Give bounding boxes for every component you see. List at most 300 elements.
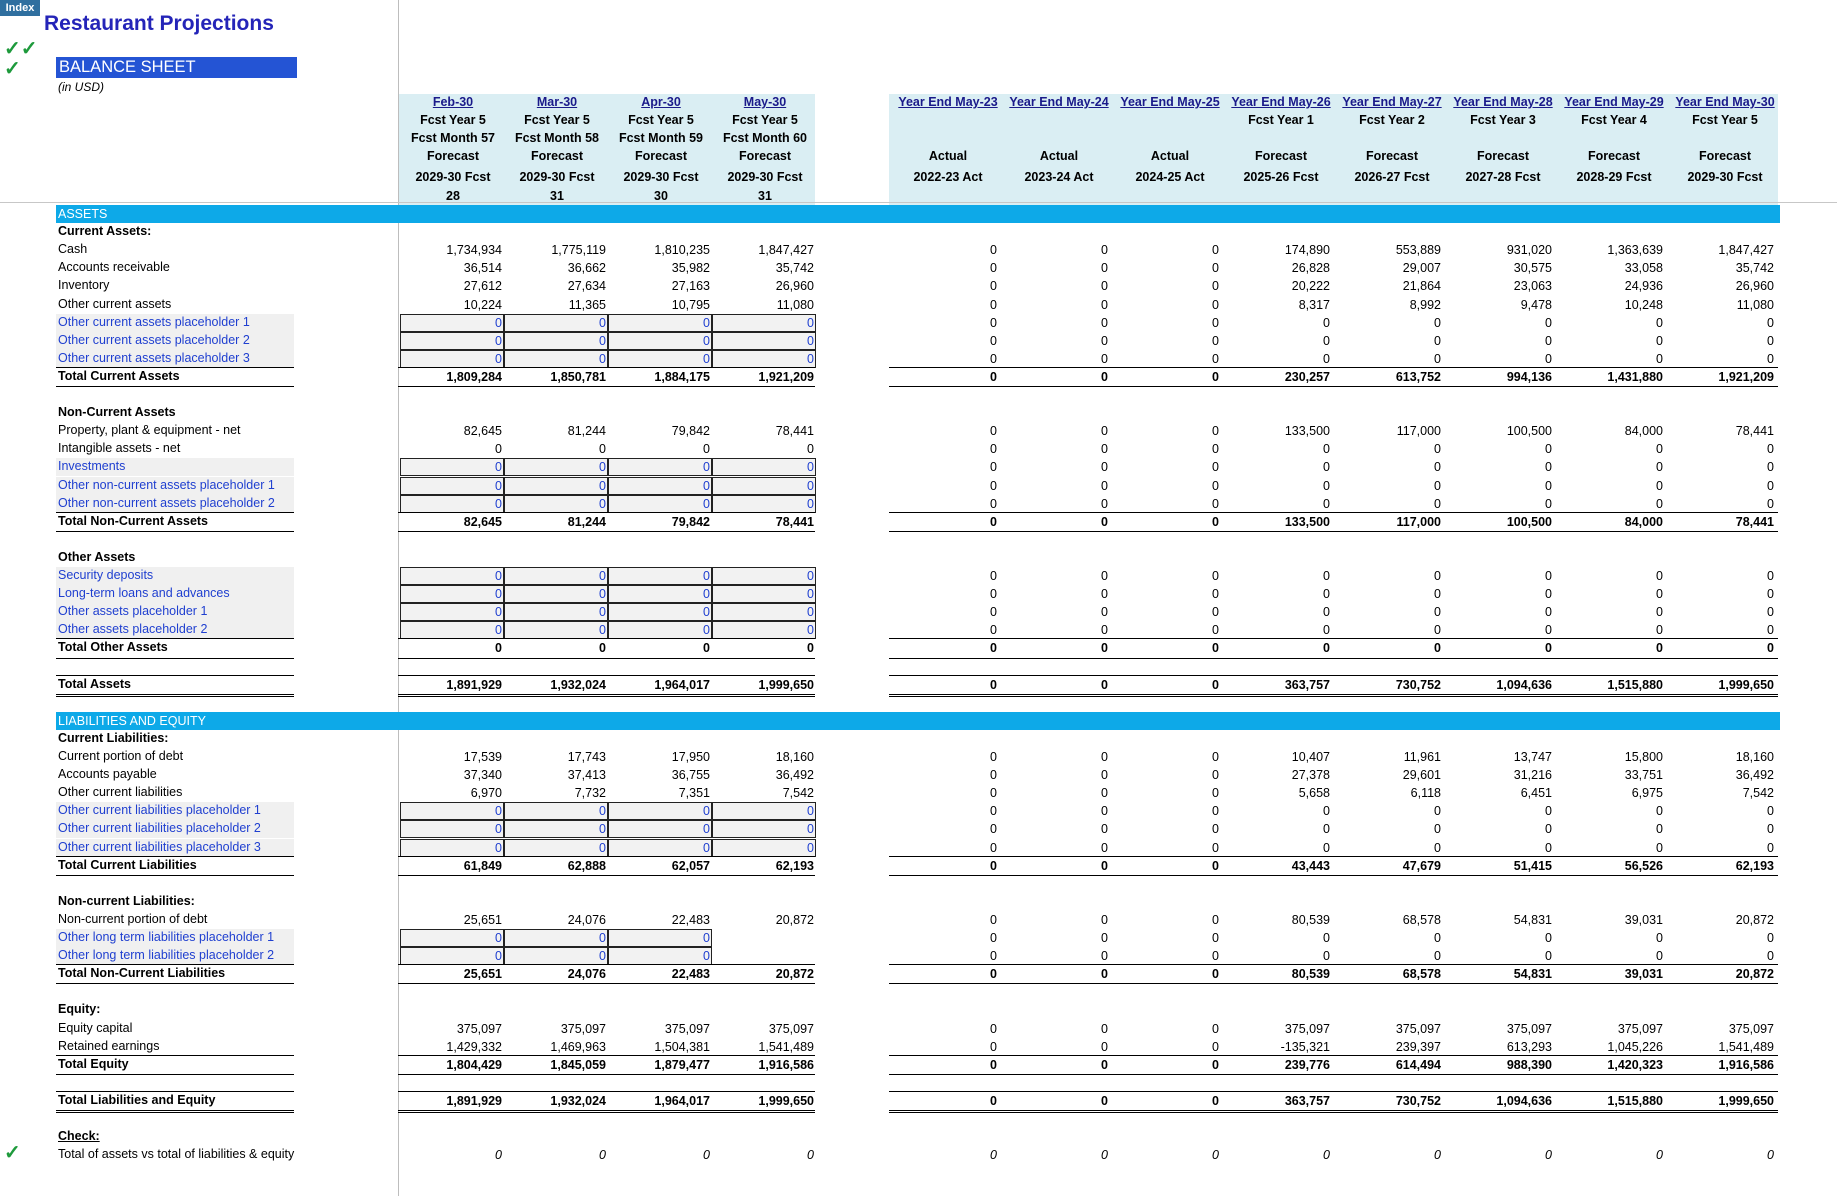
cell-value[interactable]: 0 (495, 460, 502, 475)
cell-value: 0 (1101, 333, 1108, 348)
column-header-cell: Fcst Year 1 (1248, 113, 1314, 127)
cell-value: 0 (1434, 333, 1441, 348)
cell-value: 0 (1212, 333, 1219, 348)
cell-value[interactable]: 0 (599, 822, 606, 837)
cell-value[interactable]: 0 (807, 623, 814, 638)
cell-value[interactable]: 0 (495, 351, 502, 366)
cell-value: 43,443 (1291, 858, 1330, 873)
cell-value: 0 (1212, 768, 1219, 783)
cell-value[interactable]: 0 (495, 496, 502, 511)
row-label: Other long term liabilities placeholder 1 (58, 930, 275, 944)
cell-value[interactable]: 0 (495, 840, 502, 855)
cell-value[interactable]: 0 (599, 587, 606, 602)
column-header-cell: Fcst Year 3 (1470, 113, 1536, 127)
cell-value[interactable]: 0 (807, 605, 814, 620)
cell-value[interactable]: 0 (807, 587, 814, 602)
cell-value: 26,828 (1291, 261, 1330, 276)
cell-value: 11,961 (1403, 750, 1441, 764)
total-rule (398, 696, 815, 697)
cell-value: 0 (1212, 369, 1219, 384)
cell-value[interactable]: 0 (703, 804, 710, 819)
cell-value: 0 (1656, 840, 1663, 855)
cell-value: 8,317 (1298, 297, 1330, 312)
section-header-bar: ASSETS (56, 205, 1780, 223)
total-rule (889, 386, 1778, 387)
cell-value: 1,999,650 (1718, 677, 1774, 692)
cell-value: 230,257 (1284, 369, 1330, 384)
cell-value: 0 (1545, 840, 1552, 855)
cell-value: 0 (1434, 569, 1441, 583)
cell-value: 10,407 (1291, 750, 1330, 764)
cell-value: 0 (1323, 949, 1330, 964)
cell-value[interactable]: 0 (599, 333, 606, 348)
cell-value[interactable]: 0 (703, 315, 710, 330)
cell-value[interactable]: 0 (495, 623, 502, 638)
cell-value: 0 (1101, 822, 1108, 837)
total-rule (398, 1074, 815, 1075)
cell-value: 375,097 (664, 1021, 710, 1036)
cell-value: 0 (1434, 840, 1441, 855)
cell-value[interactable]: 0 (703, 623, 710, 638)
cell-value: 0 (1101, 587, 1108, 602)
cell-value: 0 (1101, 768, 1108, 783)
cell-value: 0 (1323, 641, 1330, 656)
cell-value: 0 (1101, 804, 1108, 819)
cell-value[interactable]: 0 (703, 333, 710, 348)
cell-value: 18,160 (775, 750, 814, 764)
cell-value: 730,752 (1395, 1093, 1441, 1108)
cell-value[interactable]: 0 (807, 569, 814, 583)
cell-value: 0 (1545, 478, 1552, 493)
cell-value: 0 (1434, 949, 1441, 964)
row-label: Total Non-Current Liabilities (58, 966, 226, 981)
cell-value: 78,441 (775, 424, 814, 439)
cell-value: 0 (1767, 587, 1774, 602)
column-header-cell: Fcst Month 57 (410, 131, 496, 145)
cell-value[interactable]: 0 (495, 587, 502, 602)
cell-value: 0 (1323, 931, 1330, 945)
total-rule (398, 1091, 815, 1092)
cell-value: 39,031 (1624, 912, 1663, 927)
column-header-cell: 2023-24 Act (1024, 170, 1094, 184)
cell-value: 0 (1101, 605, 1108, 620)
index-button[interactable]: Index (0, 0, 40, 16)
cell-value: 6,118 (1410, 786, 1441, 801)
cell-value: 0 (1101, 677, 1108, 692)
cell-value: 24,936 (1624, 279, 1663, 294)
cell-value: 79,842 (671, 514, 710, 529)
cell-value: 0 (1656, 496, 1663, 511)
cell-value: 36,492 (1735, 768, 1774, 783)
cell-value: 0 (1767, 478, 1774, 493)
cell-value: 0 (1323, 822, 1330, 837)
cell-value: 0 (1323, 587, 1330, 602)
cell-value: 17,539 (463, 750, 502, 764)
row-label: Other Assets (58, 549, 136, 564)
total-rule (398, 531, 815, 532)
total-rule (889, 875, 1778, 876)
column-header-cell: Fcst Month 59 (618, 131, 704, 145)
cell-value: 0 (1656, 442, 1663, 457)
cell-value: 1,891,929 (446, 1093, 502, 1108)
total-rule (889, 1110, 1778, 1111)
cell-value[interactable]: 0 (703, 478, 710, 493)
cell-value: 375,097 (1284, 1021, 1330, 1036)
cell-value[interactable]: 0 (807, 460, 814, 475)
cell-value[interactable]: 0 (495, 569, 502, 583)
cell-value: 0 (1212, 677, 1219, 692)
column-header-cell: 2028-29 Fcst (1576, 170, 1652, 184)
cell-value: 0 (1656, 1148, 1663, 1163)
cell-value: 6,975 (1631, 786, 1663, 801)
cell-value: 0 (1434, 822, 1441, 837)
cell-value: 0 (1434, 623, 1441, 638)
cell-value: 0 (1323, 605, 1330, 620)
cell-value: 62,057 (671, 858, 710, 873)
cell-value[interactable]: 0 (495, 333, 502, 348)
cell-value: 1,809,284 (446, 369, 502, 384)
cell-value: 0 (807, 1148, 814, 1163)
column-header-cell: Fcst Year 4 (1581, 113, 1647, 127)
cell-value: 0 (1101, 949, 1108, 964)
cell-value: 0 (990, 478, 997, 493)
row-label: Non-current Liabilities: (58, 893, 195, 908)
cell-value: 0 (990, 1021, 997, 1036)
cell-value: 0 (1323, 496, 1330, 511)
cell-value: 23,063 (1513, 279, 1552, 294)
cell-value: 0 (990, 768, 997, 783)
cell-value: 0 (990, 587, 997, 602)
cell-value: 36,755 (671, 768, 710, 783)
cell-value: 1,469,963 (550, 1039, 606, 1054)
cell-value[interactable]: 0 (599, 478, 606, 493)
cell-value[interactable]: 0 (495, 949, 502, 964)
cell-value: 0 (1101, 623, 1108, 638)
cell-value[interactable]: 0 (599, 351, 606, 366)
row-label: Other current assets placeholder 3 (58, 350, 250, 365)
total-rule (398, 1110, 815, 1111)
cell-value: 0 (1212, 605, 1219, 620)
cell-value: 33,058 (1624, 261, 1663, 276)
cell-value: 1,891,929 (446, 677, 502, 692)
cell-value: 0 (1212, 243, 1219, 258)
cell-value: 0 (990, 460, 997, 475)
total-rule (398, 983, 815, 984)
column-header-cell: 2024-25 Act (1135, 170, 1205, 184)
cell-value[interactable]: 0 (495, 931, 502, 945)
cell-value: 36,662 (567, 261, 606, 276)
cell-value: 0 (495, 442, 502, 457)
cell-value: 239,397 (1395, 1039, 1441, 1054)
cell-value: 0 (1212, 912, 1219, 927)
cell-value: 0 (990, 1093, 997, 1108)
cell-value[interactable]: 0 (703, 822, 710, 837)
total-rule (889, 675, 1778, 676)
cell-value: 0 (990, 243, 997, 258)
cell-value: 0 (1101, 912, 1108, 927)
cell-value[interactable]: 0 (703, 460, 710, 475)
cell-value[interactable]: 0 (495, 822, 502, 837)
cell-value[interactable]: 0 (599, 496, 606, 511)
cell-value: 68,578 (1402, 967, 1441, 982)
cell-value: 0 (1767, 315, 1774, 330)
cell-value: 39,031 (1624, 967, 1663, 982)
cell-value: 0 (1212, 315, 1219, 330)
column-header-cell: 2022-23 Act (913, 170, 983, 184)
cell-value[interactable]: 0 (599, 804, 606, 819)
cell-value: 35,982 (671, 261, 710, 276)
cell-value: 363,757 (1284, 677, 1330, 692)
cell-value: 0 (1434, 605, 1441, 620)
cell-value: 29,601 (1402, 768, 1441, 783)
cell-value: 0 (990, 1039, 997, 1054)
cell-value: 0 (1212, 297, 1219, 312)
cell-value: 0 (1656, 949, 1663, 964)
cell-value: 0 (1101, 442, 1108, 457)
cell-value: 0 (1767, 442, 1774, 457)
column-header-cell: Fcst Year 5 (420, 113, 486, 127)
cell-value: 13,747 (1513, 750, 1552, 764)
cell-value: 0 (1101, 297, 1108, 312)
cell-value[interactable]: 0 (807, 333, 814, 348)
cell-value[interactable]: 0 (599, 840, 606, 855)
cell-value[interactable]: 0 (599, 623, 606, 638)
cell-value: 375,097 (768, 1021, 814, 1036)
row-label: Inventory (58, 278, 110, 293)
cell-value: 0 (1323, 840, 1330, 855)
cell-value: 0 (1434, 641, 1441, 656)
cell-value: 0 (990, 514, 997, 529)
cell-value: 0 (1212, 804, 1219, 819)
cell-value: 0 (1545, 587, 1552, 602)
column-header-cell: Actual (928, 149, 968, 163)
cell-value: 0 (990, 967, 997, 982)
total-rule (56, 1091, 294, 1092)
column-header-cell: Forecast (1698, 149, 1752, 163)
cell-value: 11,080 (776, 297, 814, 312)
cell-value: 994,136 (1506, 369, 1552, 384)
cell-value: 81,244 (567, 424, 606, 439)
cell-value: 0 (1101, 496, 1108, 511)
units-note: (in USD) (58, 80, 105, 94)
cell-value: 0 (1212, 931, 1219, 945)
row-label: Accounts payable (58, 767, 157, 782)
cell-value: 0 (990, 496, 997, 511)
total-rule (398, 964, 815, 965)
cell-value: 27,163 (671, 279, 710, 294)
cell-value[interactable]: 0 (599, 460, 606, 475)
row-label: Other current liabilities placeholder 3 (58, 839, 261, 854)
cell-value[interactable]: 0 (703, 351, 710, 366)
cell-value: 0 (1101, 369, 1108, 384)
row-label: Total Current Assets (58, 368, 180, 383)
cell-value: 1,804,429 (446, 1057, 502, 1072)
cell-value: 27,634 (567, 279, 606, 294)
header-divider (0, 202, 1837, 203)
column-header-cell: Forecast (634, 149, 688, 163)
cell-value: 68,578 (1402, 912, 1441, 927)
cell-value[interactable]: 0 (703, 605, 710, 620)
cell-value: 375,097 (1728, 1021, 1774, 1036)
total-rule (56, 983, 294, 984)
cell-value: 0 (1101, 1148, 1108, 1163)
cell-value: 0 (990, 351, 997, 366)
cell-value: 78,441 (775, 514, 814, 529)
cell-value: 0 (599, 442, 606, 457)
cell-value[interactable]: 0 (495, 804, 502, 819)
sheet-title: BALANCE SHEET (56, 57, 297, 78)
cell-value: 78,441 (1735, 424, 1774, 439)
cell-value[interactable]: 0 (807, 840, 814, 855)
cell-value[interactable]: 0 (703, 840, 710, 855)
cell-value: 1,916,586 (758, 1057, 814, 1072)
cell-value: 0 (990, 840, 997, 855)
cell-value[interactable]: 0 (599, 931, 606, 945)
cell-value: 0 (1434, 460, 1441, 475)
cell-value: 21,864 (1402, 279, 1441, 294)
cell-value: 613,752 (1395, 369, 1441, 384)
cell-value: 0 (1323, 333, 1330, 348)
cell-value: 0 (1101, 1057, 1108, 1072)
row-label: Long-term loans and advances (58, 586, 230, 601)
cell-value[interactable]: 0 (599, 569, 606, 583)
cell-value: 375,097 (456, 1021, 502, 1036)
cell-value[interactable]: 0 (495, 605, 502, 620)
cell-value: 0 (1323, 442, 1330, 457)
column-header-cell: Year End May-25 (1120, 95, 1220, 109)
cell-value: 0 (1767, 840, 1774, 855)
column-header-cell: 2029-30 Fcst (623, 170, 699, 184)
cell-value: 0 (990, 297, 997, 312)
cell-value: 0 (990, 569, 997, 583)
cell-value: 24,076 (567, 967, 606, 982)
cell-value[interactable]: 0 (599, 605, 606, 620)
cell-value[interactable]: 0 (703, 949, 710, 964)
column-header-cell: 28 (446, 189, 460, 203)
cell-value: 17,950 (671, 750, 710, 764)
cell-value: 20,222 (1291, 279, 1330, 294)
cell-value: 0 (1323, 569, 1330, 583)
row-label: Total Assets (58, 676, 131, 691)
cell-value: 0 (990, 1057, 997, 1072)
column-header-cell: 2025-26 Fcst (1243, 170, 1319, 184)
cell-value: 0 (1212, 1039, 1219, 1054)
cell-value: 24,076 (567, 912, 606, 927)
cell-value[interactable]: 0 (599, 315, 606, 330)
cell-value: 6,970 (470, 786, 502, 801)
row-label: Other assets placeholder 2 (58, 622, 208, 637)
cell-value: 0 (1545, 949, 1552, 964)
cell-value[interactable]: 0 (703, 496, 710, 511)
cell-value: 0 (1101, 424, 1108, 439)
cell-value: 1,504,381 (654, 1039, 710, 1054)
cell-value[interactable]: 0 (807, 351, 814, 366)
cell-value[interactable]: 0 (807, 478, 814, 493)
cell-value[interactable]: 0 (807, 804, 814, 819)
column-header-cell: Fcst Year 5 (732, 113, 798, 127)
column-header-cell: Year End May-26 (1231, 95, 1331, 109)
cell-value: 0 (1101, 750, 1108, 764)
cell-value: 0 (1101, 279, 1108, 294)
row-label: Non-current portion of debt (58, 911, 208, 926)
cell-value: 0 (1212, 569, 1219, 583)
cell-value[interactable]: 0 (495, 478, 502, 493)
column-header-cell: Fcst Year 5 (524, 113, 590, 127)
row-label: Equity: (58, 1002, 101, 1017)
cell-value: 0 (1656, 587, 1663, 602)
cell-value[interactable]: 0 (703, 587, 710, 602)
cell-value: 0 (1101, 315, 1108, 330)
cell-value: 22,483 (671, 967, 710, 982)
cell-value: 0 (1767, 351, 1774, 366)
cell-value: 84,000 (1624, 514, 1663, 529)
cell-value: 11,080 (1736, 297, 1774, 312)
cell-value: 62,888 (567, 858, 606, 873)
cell-value: 0 (1212, 858, 1219, 873)
total-rule (56, 964, 294, 965)
cell-value: 553,889 (1395, 243, 1441, 258)
cell-value: 25,651 (463, 912, 502, 927)
cell-value: 0 (990, 315, 997, 330)
cell-value: 0 (1101, 569, 1108, 583)
cell-value: 37,413 (567, 768, 606, 783)
cell-value: 0 (807, 641, 814, 656)
row-label: Current portion of debt (58, 749, 184, 763)
row-label: Current Assets: (58, 224, 152, 239)
column-header-cell: Year End May-23 (898, 95, 998, 109)
cell-value: 15,800 (1624, 750, 1663, 764)
column-header-cell: Forecast (426, 149, 480, 163)
cell-value: 0 (990, 931, 997, 945)
cell-value: 1,515,880 (1607, 677, 1663, 692)
total-rule (56, 875, 294, 876)
cell-value: 0 (1767, 605, 1774, 620)
cell-value: 0 (1323, 460, 1330, 475)
cell-value: 0 (990, 641, 997, 656)
cell-value: 0 (1767, 333, 1774, 348)
total-rule (889, 1055, 1778, 1056)
cell-value: 0 (1212, 1148, 1219, 1163)
total-rule (398, 875, 815, 876)
cell-value: 1,429,332 (446, 1039, 502, 1054)
cell-value: 614,494 (1395, 1057, 1441, 1072)
cell-value: 1,850,781 (550, 369, 606, 384)
cell-value[interactable]: 0 (807, 315, 814, 330)
column-header-cell: Apr-30 (641, 95, 681, 109)
cell-value: 0 (1767, 460, 1774, 475)
cell-value: 80,539 (1291, 967, 1330, 982)
row-label: Retained earnings (58, 1038, 160, 1053)
cell-value[interactable]: 0 (703, 569, 710, 583)
cell-value[interactable]: 0 (495, 315, 502, 330)
cell-value: 27,612 (463, 279, 502, 294)
cell-value: 1,999,650 (758, 1093, 814, 1108)
cell-value: 0 (1212, 1093, 1219, 1108)
cell-value: 0 (1101, 1093, 1108, 1108)
cell-value[interactable]: 0 (703, 931, 710, 945)
cell-value: 81,244 (567, 514, 606, 529)
row-label: Current Liabilities: (58, 730, 169, 745)
cell-value: 613,293 (1506, 1039, 1552, 1054)
cell-value: 0 (1212, 279, 1219, 294)
cell-value[interactable]: 0 (807, 496, 814, 511)
cell-value: 47,679 (1402, 858, 1441, 873)
row-label: Other current assets placeholder 1 (58, 314, 250, 329)
cell-value: 0 (1101, 1021, 1108, 1036)
cell-value[interactable]: 0 (599, 949, 606, 964)
cell-value[interactable]: 0 (807, 822, 814, 837)
total-rule (56, 512, 294, 513)
